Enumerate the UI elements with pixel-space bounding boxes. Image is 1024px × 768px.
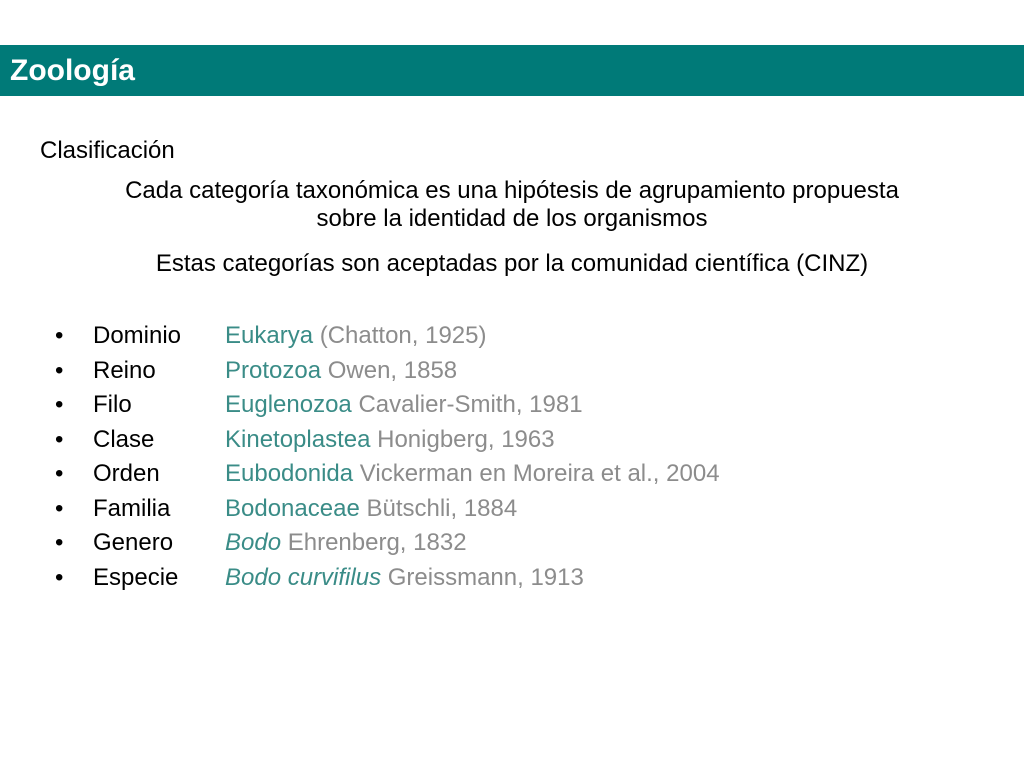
- paragraph-hypothesis-line-2: sobre la identidad de los organismos: [316, 205, 708, 232]
- rank-name: Clase: [93, 425, 155, 453]
- taxon-name: Bodonaceae: [225, 494, 360, 522]
- bullet-icon: •: [55, 494, 64, 522]
- taxon-entry: [225, 457, 720, 491]
- paragraph-acceptance: Estas categorías son aceptadas por la comunidad científica (CINZ): [155, 250, 869, 277]
- taxon-authority: Greissmann, 1913: [381, 563, 584, 591]
- taxon-entry: [225, 354, 457, 388]
- paragraph-hypothesis: [0, 177, 1024, 233]
- taxon-name: Bodo: [225, 529, 282, 556]
- bullet-icon: •: [55, 425, 64, 453]
- rank-name: Filo: [93, 391, 132, 418]
- taxon-name: Protozoa: [225, 356, 322, 384]
- taxon-authority: Vickerman en Moreira et al., 2004: [353, 460, 720, 487]
- taxon-authority: Honigberg, 1963: [370, 425, 555, 453]
- bullet-icon: •: [55, 322, 64, 349]
- rank-name: Genero: [93, 529, 174, 556]
- bullet-icon: •: [55, 391, 64, 418]
- taxon-authority: Cavalier-Smith, 1981: [351, 391, 583, 418]
- taxon-name: Eubodonida: [225, 460, 354, 487]
- subtitle: Clasificación: [40, 137, 175, 164]
- taxon-authority: Owen, 1858: [321, 356, 458, 384]
- taxon-name: Eukarya: [225, 322, 314, 349]
- bullet-icon: •: [55, 563, 64, 591]
- taxon-entry: [225, 319, 486, 353]
- taxon-name: Euglenozoa: [225, 391, 352, 418]
- taxon-entry: [225, 492, 517, 526]
- rank-name: Familia: [93, 494, 171, 522]
- taxon-authority: (Chatton, 1925): [313, 322, 487, 349]
- title-bar: [0, 45, 1024, 96]
- taxon-name: Bodo curvifilus: [225, 563, 382, 591]
- taxon-entry: [225, 423, 555, 457]
- slide-title: Zoología: [10, 54, 135, 87]
- rank-name: Orden: [93, 460, 160, 487]
- taxon-entry: [225, 388, 583, 422]
- taxon-name: Kinetoplastea: [225, 425, 371, 453]
- bullet-icon: •: [55, 356, 64, 384]
- rank-name: Reino: [93, 356, 156, 384]
- taxon-authority: Bütschli, 1884: [359, 494, 518, 522]
- rank-name: Dominio: [93, 322, 182, 349]
- rank-name: Especie: [93, 563, 179, 591]
- paragraph-hypothesis-line-1: Cada categoría taxonómica es una hipótesis de agrupamiento propuesta: [125, 177, 899, 204]
- bullet-icon: •: [55, 460, 64, 487]
- taxon-entry: [225, 526, 467, 560]
- taxon-entry: [225, 561, 584, 595]
- taxon-authority: Ehrenberg, 1832: [281, 529, 467, 556]
- bullet-icon: •: [55, 529, 64, 556]
